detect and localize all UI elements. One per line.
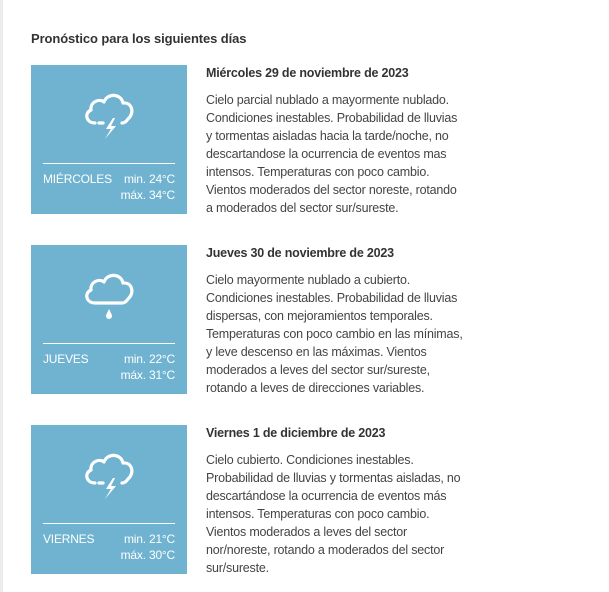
storm-cloud-icon bbox=[77, 83, 141, 147]
forecast-card bbox=[31, 425, 187, 574]
temp-max: máx. 31°C bbox=[120, 368, 175, 382]
day-name: MIÉRCOLES bbox=[43, 172, 112, 186]
temp-max: máx. 30°C bbox=[120, 548, 175, 562]
day-name: JUEVES bbox=[43, 352, 89, 366]
forecast-date: Viernes 1 de diciembre de 2023 bbox=[206, 426, 386, 440]
forecast-info bbox=[206, 65, 466, 217]
forecast-info bbox=[206, 425, 466, 577]
rain-cloud-icon bbox=[77, 263, 141, 327]
forecast-description: Cielo mayormente nublado a cubierto. Condiciones inestables. Probabilidad de lluvias dispersas, con mejoramientos temporales. Temperaturas con poco cambio en las mínimas, y leve descenso en las máximas. Vientos moderados a leves del sector sur/sureste, rotando a leves de direcciones variables. bbox=[206, 273, 463, 395]
left-border bbox=[0, 0, 3, 592]
temp-min: min. 21°C bbox=[123, 532, 175, 546]
forecast-card bbox=[31, 245, 187, 394]
section-title: Pronóstico para los siguientes días bbox=[31, 31, 247, 46]
forecast-description: Cielo parcial nublado a mayormente nublado. Condiciones inestables. Probabilidad de lluvias y tormentas aisladas hacia la tarde/noche, no descartandose la ocurrencia de eventos mas intensos. Temperaturas con poco cambio. Vientos moderados del sector noreste, rotando a moderados del sector sur/sureste. bbox=[206, 93, 458, 215]
forecast-card bbox=[31, 65, 187, 214]
temp-max: máx. 34°C bbox=[120, 188, 175, 202]
temp-min: min. 24°C bbox=[123, 172, 175, 186]
forecast-date: Miércoles 29 de noviembre de 2023 bbox=[206, 66, 409, 80]
forecast-date: Jueves 30 de noviembre de 2023 bbox=[206, 246, 394, 260]
forecast-description: Cielo cubierto. Condiciones inestables. Probabilidad de lluvias y tormentas aisladas, no descartándose la ocurrencia de eventos más intensos. Temperaturas con poco cambio. Vientos moderados a leves del sector nor/noreste, rotando a moderados del sector sur/sureste. bbox=[206, 453, 461, 575]
storm-cloud-icon bbox=[77, 443, 141, 507]
card-divider bbox=[43, 163, 175, 164]
card-divider bbox=[43, 523, 175, 524]
day-name: VIERNES bbox=[43, 532, 95, 546]
temp-min: min. 22°C bbox=[123, 352, 175, 366]
card-divider bbox=[43, 343, 175, 344]
forecast-info bbox=[206, 245, 466, 397]
